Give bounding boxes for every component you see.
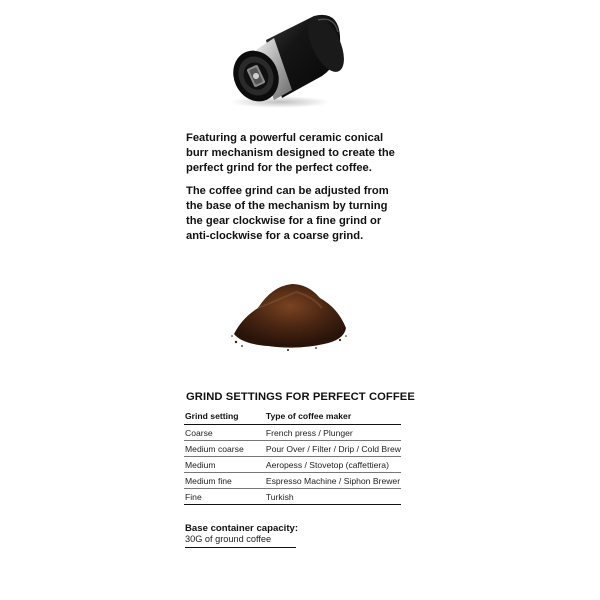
table-row — [184, 425, 401, 441]
description-line: The coffee grind can be adjusted from — [186, 185, 389, 197]
coffee-maker-cell: Aeropess / Stovetop (caffettiera) — [265, 457, 401, 473]
table-row — [184, 489, 401, 505]
coffee-maker-cell: Espresso Machine / Siphon Brewer — [265, 473, 401, 489]
coffee-maker-cell: Turkish — [265, 489, 401, 505]
description-line: the base of the mechanism by turning — [186, 200, 388, 212]
grind-setting-cell: Medium coarse — [184, 441, 265, 457]
column-header-grind-setting: Grind setting — [184, 408, 265, 425]
table-row — [184, 457, 401, 473]
grinder-mechanism-image — [222, 6, 352, 110]
description-line: anti-clockwise for a coarse grind. — [186, 230, 364, 242]
table-row — [184, 473, 401, 489]
grind-setting-cell: Coarse — [184, 425, 265, 441]
grind-setting-cell: Fine — [184, 489, 265, 505]
table-row — [184, 441, 401, 457]
capacity-value: 30G of ground coffee — [185, 534, 272, 544]
grind-settings-title: GRIND SETTINGS FOR PERFECT COFFEE — [186, 391, 415, 403]
description-line: the gear clockwise for a fine grind or — [186, 215, 382, 227]
column-header-coffee-maker: Type of coffee maker — [265, 408, 401, 425]
coffee-maker-cell: Pour Over / Filter / Drip / Cold Brew — [265, 441, 401, 457]
ground-coffee-image — [228, 278, 352, 354]
description-line: perfect grind for the perfect coffee. — [186, 162, 372, 174]
description-line: Featuring a powerful ceramic conical — [186, 132, 384, 144]
container-capacity — [185, 523, 299, 548]
description-line: burr mechanism designed to create the — [186, 147, 395, 159]
capacity-label: Base container capacity: — [185, 523, 299, 534]
grind-setting-cell: Medium — [184, 457, 265, 473]
grind-settings-table — [184, 408, 401, 505]
table-header-row — [184, 408, 401, 425]
coffee-maker-cell: French press / Plunger — [265, 425, 401, 441]
grind-setting-cell: Medium fine — [184, 473, 265, 489]
adjustment-description — [186, 184, 426, 244]
feature-description — [186, 131, 426, 176]
